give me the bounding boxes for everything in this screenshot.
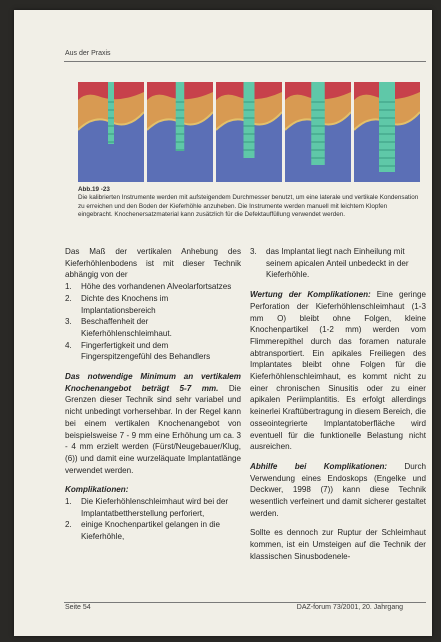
list-item <box>65 281 241 293</box>
list-item <box>250 246 426 281</box>
figure-panel-4 <box>285 82 351 182</box>
weighting-heading: Wertung der Komplikationen: <box>250 290 371 300</box>
list-item <box>65 496 241 519</box>
list-item <box>65 519 241 542</box>
caption-text: Die kalibrierten Instrumente werden mit aufsteigendem Durchmesser benutzt, um eine laterale und vertikale Kondensation zu erreichen und den Boden der Kieferhöhle anzuheben. Die Instrumente werden manuell mit leichtem Klopfen eingebracht. Knochenersatzmaterial kann zusätzlich für die Defektauffüllung verwendet werden. <box>78 194 419 218</box>
list-number: 4. <box>65 340 72 350</box>
intro-paragraph: Das Maß der vertikalen Anhebung des Kieferhöhlenbodens ist mit dieser Technik abhängig von der <box>65 247 241 280</box>
figure-illustration-1 <box>78 82 144 182</box>
list-item <box>65 316 241 339</box>
caption-title: Abb.19 -23 <box>78 186 110 193</box>
list-number: 3. <box>65 317 72 327</box>
factor-list <box>65 281 241 363</box>
figure-panel-3 <box>216 82 282 182</box>
instrument-shaft <box>108 82 114 144</box>
instrument-shaft <box>311 82 325 165</box>
list-item <box>65 340 241 363</box>
list-text: das Implantat liegt nach Einheilung mit seinem apicalen Anteil unbedeckt in der Kieferhöhle. <box>266 247 409 280</box>
instrument-shaft <box>176 82 185 151</box>
list-text: Beschaffenheit der Kieferhöhlenschleimhaut. <box>81 317 172 338</box>
list-number: 2. <box>65 293 72 303</box>
figure-caption <box>78 186 423 219</box>
section-header: Aus der Praxis <box>65 50 111 57</box>
closing-paragraph: Sollte es dennoch zur Ruptur der Schleimhaut kommen, ist ein Umsteigen auf die Technik der klassischen Sinusbodenele- <box>250 528 426 561</box>
list-number: 1. <box>65 282 72 292</box>
complications-list <box>65 496 241 543</box>
figure-panel-5 <box>354 82 420 182</box>
figure-panel-1 <box>78 82 144 182</box>
figure-illustration-2 <box>147 82 213 182</box>
list-number: 3. <box>250 247 257 256</box>
figure-strip <box>78 82 420 182</box>
complications-heading: Komplikationen: <box>65 485 129 495</box>
list-number: 2. <box>65 520 72 530</box>
list-text: einige Knochenpartikel gelangen in die Kieferhöhle, <box>81 520 221 542</box>
instrument-shaft <box>379 82 395 172</box>
list-text: Fingerfertigkeit und dem Fingerspitzengefühl des Behandlers <box>81 340 211 362</box>
magazine-page <box>14 10 432 636</box>
page-number: Seite 54 <box>65 604 91 611</box>
journal-info: DAZ-forum 73/2001, 20. Jahrgang <box>296 604 403 611</box>
list-text: Höhe des vorhandenen Alveolarfortsatzes <box>81 282 232 292</box>
remedy-text: Durch Verwendung eines Endoskops (Engelke und Deckwer, 1998 (7)) kann diese Technik wesentlich verfeinert und damit sicherer gestaltet werden. <box>250 461 426 518</box>
figure-illustration-5 <box>354 82 420 182</box>
list-text: Dichte des Knochens im Implantationsbereich <box>81 293 169 315</box>
figure-illustration-3 <box>216 82 282 182</box>
list-item <box>65 293 241 316</box>
figure-panel-2 <box>147 82 213 182</box>
weighting-paragraph <box>250 289 426 453</box>
minimum-heading: Das notwendige Minimum an vertikalem Knochenangebot beträgt 5-7 mm. <box>65 372 241 393</box>
footer-divider <box>64 602 426 603</box>
weighting-text: Eine geringe Perforation der Kieferhöhlenschleimhaut (1-3 mm O) bleibt ohne Folgen, kleine Knochenpartikel (1-2 mm) werden vom Flimmerepithel durch das foramen naturale abtransportiert. Ein apikales Freiliegen des Implantates bleibt ohne Folgen für die Kieferhöhlenschleimhaut, es kommt nicht zu einer chronischen Sinusitis oder zu einer apikalen Periimplantitis. Es erfolgt allerdings keinerlei Kraftübertragung in diesem Bereich, die osseointegrierte Implantatoberfläche wird eventuell für die funktionelle Belastung nicht ausreichen. <box>250 290 426 452</box>
header-divider <box>64 61 426 62</box>
right-column <box>250 246 426 563</box>
list-number: 1. <box>65 497 72 507</box>
remedy-paragraph <box>250 461 426 520</box>
figure-illustration-4 <box>285 82 351 182</box>
minimum-paragraph <box>65 371 241 476</box>
complications-list-continued <box>250 246 426 281</box>
remedy-heading: Abhilfe bei Komplikationen: <box>250 461 388 471</box>
minimum-text: Die Grenzen dieser Technik sind sehr variabel und nicht unbedingt vorhersehbar. In der Regel kann bei einem vertikalen Knochenangebot von beispielsweise 7 - 9 mm eine Erhöhung um ca. 3 - 4 mm erzielt werden (Fürst/Neugebauer/Klug, (6)) und damit eine wurzeläquate Implantatlänge verwendet werden. <box>65 383 241 475</box>
list-text: Die Kieferhöhlenschleimhaut wird bei der Implantatbettherstellung perforiert, <box>81 497 229 518</box>
left-column <box>65 246 241 543</box>
instrument-shaft <box>244 82 255 158</box>
